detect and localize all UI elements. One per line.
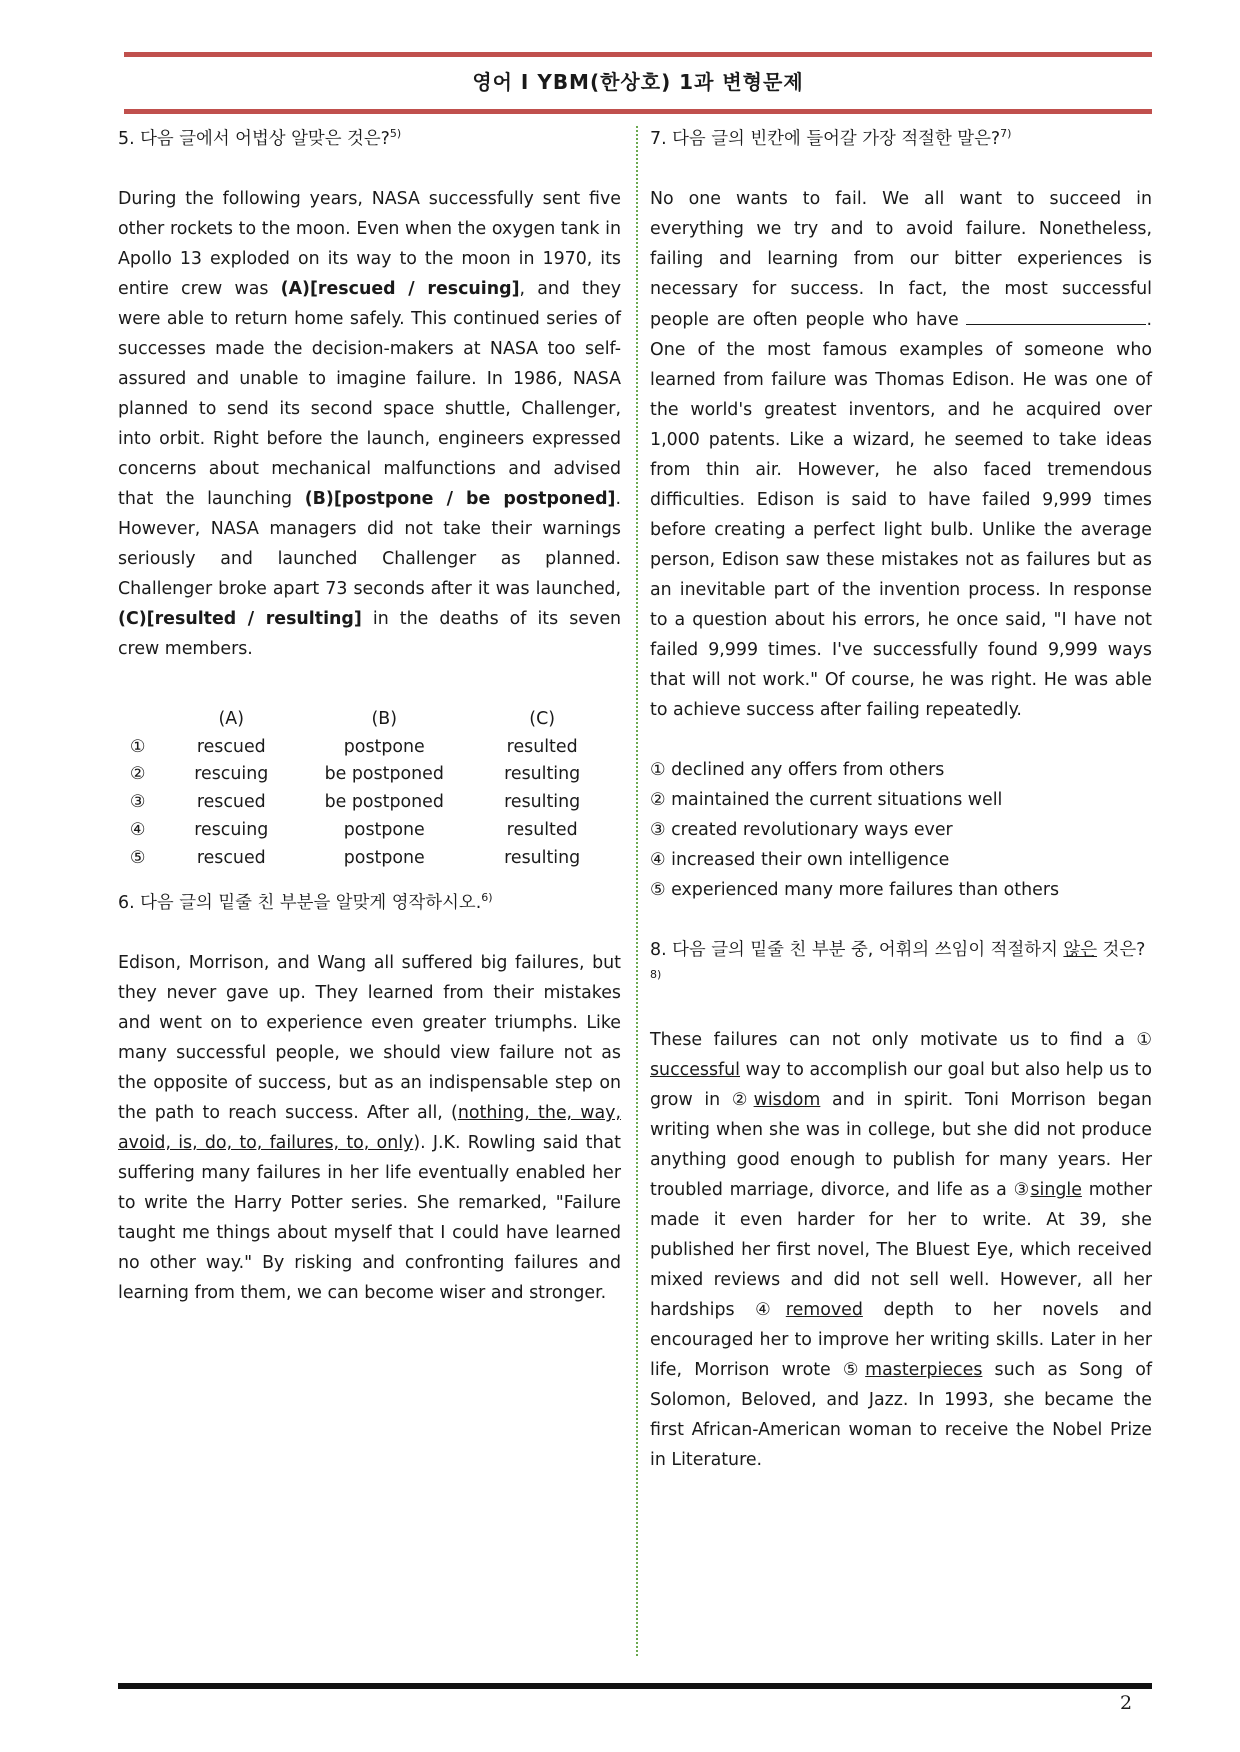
option-marker: ② bbox=[129, 764, 146, 785]
question-6-header bbox=[118, 888, 621, 918]
question-8-prompt-emphasis: 않은 bbox=[1063, 940, 1098, 960]
question-6-passage bbox=[118, 948, 621, 1308]
question-8 bbox=[650, 935, 1152, 1475]
question-7-choices bbox=[650, 755, 1152, 905]
underlined-word-2[interactable]: wisdom bbox=[753, 1090, 821, 1110]
table-header-cell: (B) bbox=[371, 709, 398, 729]
passage-text: ). J.K. Rowling said that suffering many failures in her life eventually enabled her to write the Harry Potter series. She remarked, "Failure taught me things about myself that I could have learned no other way." By risking and confronting failures and learning from them, we can become wiser and stronger. bbox=[118, 1133, 622, 1304]
option-cell: rescued bbox=[196, 792, 266, 813]
footer-rule bbox=[118, 1683, 1152, 1689]
passage-text: During the following years, NASA successfully sent five other rockets to the moon. Even when the oxygen tank in Apollo 13 exploded on its way to the moon in 1970, its entire crew was bbox=[118, 189, 621, 299]
question-5-header bbox=[118, 124, 621, 154]
passage-text: No one wants to fail. We all want to succeed in everything we try and to avoid failure. Nonetheless, failing and learning from our bitter experiences is necessary for success. In fact, the most successful people are often people who have bbox=[650, 189, 1152, 330]
question-6 bbox=[118, 888, 621, 1308]
underlined-word-1[interactable]: successful bbox=[650, 1060, 741, 1080]
blank-a: (A)[rescued / rescuing] bbox=[280, 279, 520, 299]
option-cell: rescuing bbox=[194, 819, 269, 840]
passage-text: depth to her novels and encouraged her to improve her writing skills. Later in her life, Morrison wrote ⑤ bbox=[650, 1300, 1152, 1380]
answer-option-4[interactable] bbox=[118, 817, 621, 845]
option-cell: postpone bbox=[343, 736, 425, 757]
question-7-header bbox=[650, 124, 1152, 154]
question-8-prompt: . 다음 글의 밑줄 친 부분 중, 어휘의 쓰임이 적절하지 bbox=[661, 940, 1064, 960]
option-marker: ③ bbox=[129, 792, 146, 813]
underlined-word-4[interactable]: removed bbox=[785, 1300, 863, 1320]
option-cell: rescued bbox=[196, 736, 266, 757]
option-cell: be postponed bbox=[324, 764, 444, 785]
question-6-prompt: . 다음 글의 밑줄 친 부분을 알맞게 영작하시오. bbox=[129, 893, 482, 914]
page-number: 2 bbox=[1120, 1692, 1133, 1714]
option-marker: ⑤ bbox=[129, 847, 146, 868]
table-header-cell bbox=[118, 706, 157, 734]
question-8-header bbox=[650, 935, 1152, 995]
passage-text: , and they were able to return home safely. This continued series of successes made the decision-makers at NASA too self-assured and unable to imagine failure. In 1986, NASA planned to send its second space shuttle, Challenger, into orbit. Right before the launch, engineers expressed concerns about mechanical malfunctions and advised that the launching bbox=[118, 279, 621, 509]
answer-blank[interactable] bbox=[966, 304, 1146, 325]
answer-option-1[interactable] bbox=[118, 734, 621, 762]
answer-table-header bbox=[118, 706, 621, 734]
passage-text: Edison, Morrison, and Wang all suffered big failures, but they never gave up. They learned from their mistakes and went on to experience even greater triumphs. Like many successful people, we should view failure not as the opposite of success, but as an indispensable step on the path to reach success. After all, ( bbox=[118, 953, 621, 1124]
question-8-footnote: 8) bbox=[650, 968, 662, 982]
question-8-number: 8 bbox=[650, 940, 662, 960]
passage-text: in the deaths of its seven crew members. bbox=[118, 609, 621, 659]
option-marker: ① bbox=[129, 736, 146, 757]
question-7-passage bbox=[650, 184, 1152, 725]
option-cell: postpone bbox=[343, 847, 425, 868]
page-title: 영어 I YBM(한상호) 1과 변형문제 bbox=[472, 70, 804, 94]
option-cell: postpone bbox=[343, 819, 425, 840]
question-7-prompt: . 다음 글의 빈칸에 들어갈 가장 적절한 말은? bbox=[661, 129, 1001, 149]
table-header-cell: (A) bbox=[218, 709, 244, 729]
question-5-number: 5 bbox=[118, 129, 130, 149]
question-8-passage bbox=[650, 1025, 1152, 1475]
answer-option-3[interactable] bbox=[118, 789, 621, 817]
blank-c: (C)[resulted / resulting] bbox=[118, 609, 362, 629]
choice-2[interactable]: ② maintained the current situations well bbox=[650, 790, 1003, 810]
option-cell: resulted bbox=[506, 736, 578, 757]
option-cell: resulted bbox=[506, 819, 578, 840]
option-cell: rescuing bbox=[194, 764, 269, 785]
option-cell: rescued bbox=[196, 847, 266, 868]
question-5-passage bbox=[118, 184, 621, 664]
passage-text: and in spirit. Toni Morrison began writing when she was in college, but she did not produce anything good enough to publish for many years. Her troubled marriage, divorce, and life as a ③ bbox=[650, 1090, 1152, 1200]
choice-4[interactable]: ④ increased their own intelligence bbox=[650, 850, 950, 870]
choice-3[interactable]: ③ created revolutionary ways ever bbox=[650, 820, 953, 840]
blank-b: (B)[postpone / be postponed] bbox=[304, 489, 616, 509]
column-divider bbox=[636, 126, 638, 1656]
question-5-prompt: . 다음 글에서 어법상 알맞은 것은? bbox=[129, 129, 390, 149]
underlined-words: nothing, the, way, avoid, is, do, to, failures, to, only bbox=[118, 1103, 622, 1154]
right-column bbox=[650, 124, 1152, 1475]
underlined-word-3[interactable]: single bbox=[1030, 1180, 1082, 1200]
answer-option-2[interactable] bbox=[118, 761, 621, 789]
option-cell: resulting bbox=[504, 792, 581, 813]
underlined-word-5[interactable]: masterpieces bbox=[865, 1360, 983, 1380]
option-cell: be postponed bbox=[324, 792, 444, 813]
question-5-answer-table bbox=[118, 706, 621, 872]
question-6-number: 6 bbox=[118, 893, 130, 914]
header-top-rule bbox=[124, 52, 1152, 57]
passage-text: . However, NASA managers did not take their warnings seriously and launched Challenger as planned. Challenger broke apart 73 seconds after it was launched, bbox=[118, 489, 621, 599]
header-bottom-rule bbox=[124, 109, 1152, 114]
table-header-cell: (C) bbox=[529, 709, 556, 729]
option-cell: resulting bbox=[504, 847, 581, 868]
question-7-number: 7 bbox=[650, 129, 662, 149]
question-5 bbox=[118, 124, 621, 872]
question-5-footnote: 5) bbox=[389, 127, 402, 141]
question-7 bbox=[650, 124, 1152, 905]
question-6-footnote: 6) bbox=[481, 891, 493, 905]
option-cell: resulting bbox=[504, 764, 581, 785]
question-8-prompt-end: 것은? bbox=[1097, 940, 1146, 960]
passage-text: way to accomplish our goal but also help us to grow in ② bbox=[650, 1060, 1152, 1110]
choice-1[interactable]: ① declined any offers from others bbox=[650, 760, 945, 780]
answer-option-5[interactable] bbox=[118, 845, 621, 873]
passage-text: such as Song of Solomon, Beloved, and Jazz. In 1993, she became the first African-American woman to receive the Nobel Prize in Literature. bbox=[650, 1360, 1152, 1470]
passage-text: These failures can not only motivate us to find a ① bbox=[650, 1030, 1152, 1050]
option-marker: ④ bbox=[129, 819, 146, 840]
passage-text: . One of the most famous examples of someone who learned from failure was Thomas Edison. He was one of the world's greatest inventors, and he acquired over 1,000 patents. Like a wizard, he seemed to take ideas from thin air. However, he also faced tremendous difficulties. Edison is said to have failed 9,999 times before creating a perfect light bulb. Unlike the average person, Edison saw these mistakes not as failures but as an inevitable part of the invention process. In response to a question about his errors, he once said, "I have not failed 9,999 times. I've successfully found 9,999 ways that will not work." Of course, he was right. He was able to achieve success after failing repeatedly. bbox=[650, 310, 1152, 720]
question-7-footnote: 7) bbox=[1000, 127, 1012, 141]
passage-text: mother made it even harder for her to write. At 39, she published her first novel, The Bluest Eye, which received mixed reviews and did not sell well. However, all her hardships ④ bbox=[650, 1180, 1152, 1320]
choice-5[interactable]: ⑤ experienced many more failures than others bbox=[650, 880, 1060, 900]
left-column bbox=[118, 124, 621, 1308]
